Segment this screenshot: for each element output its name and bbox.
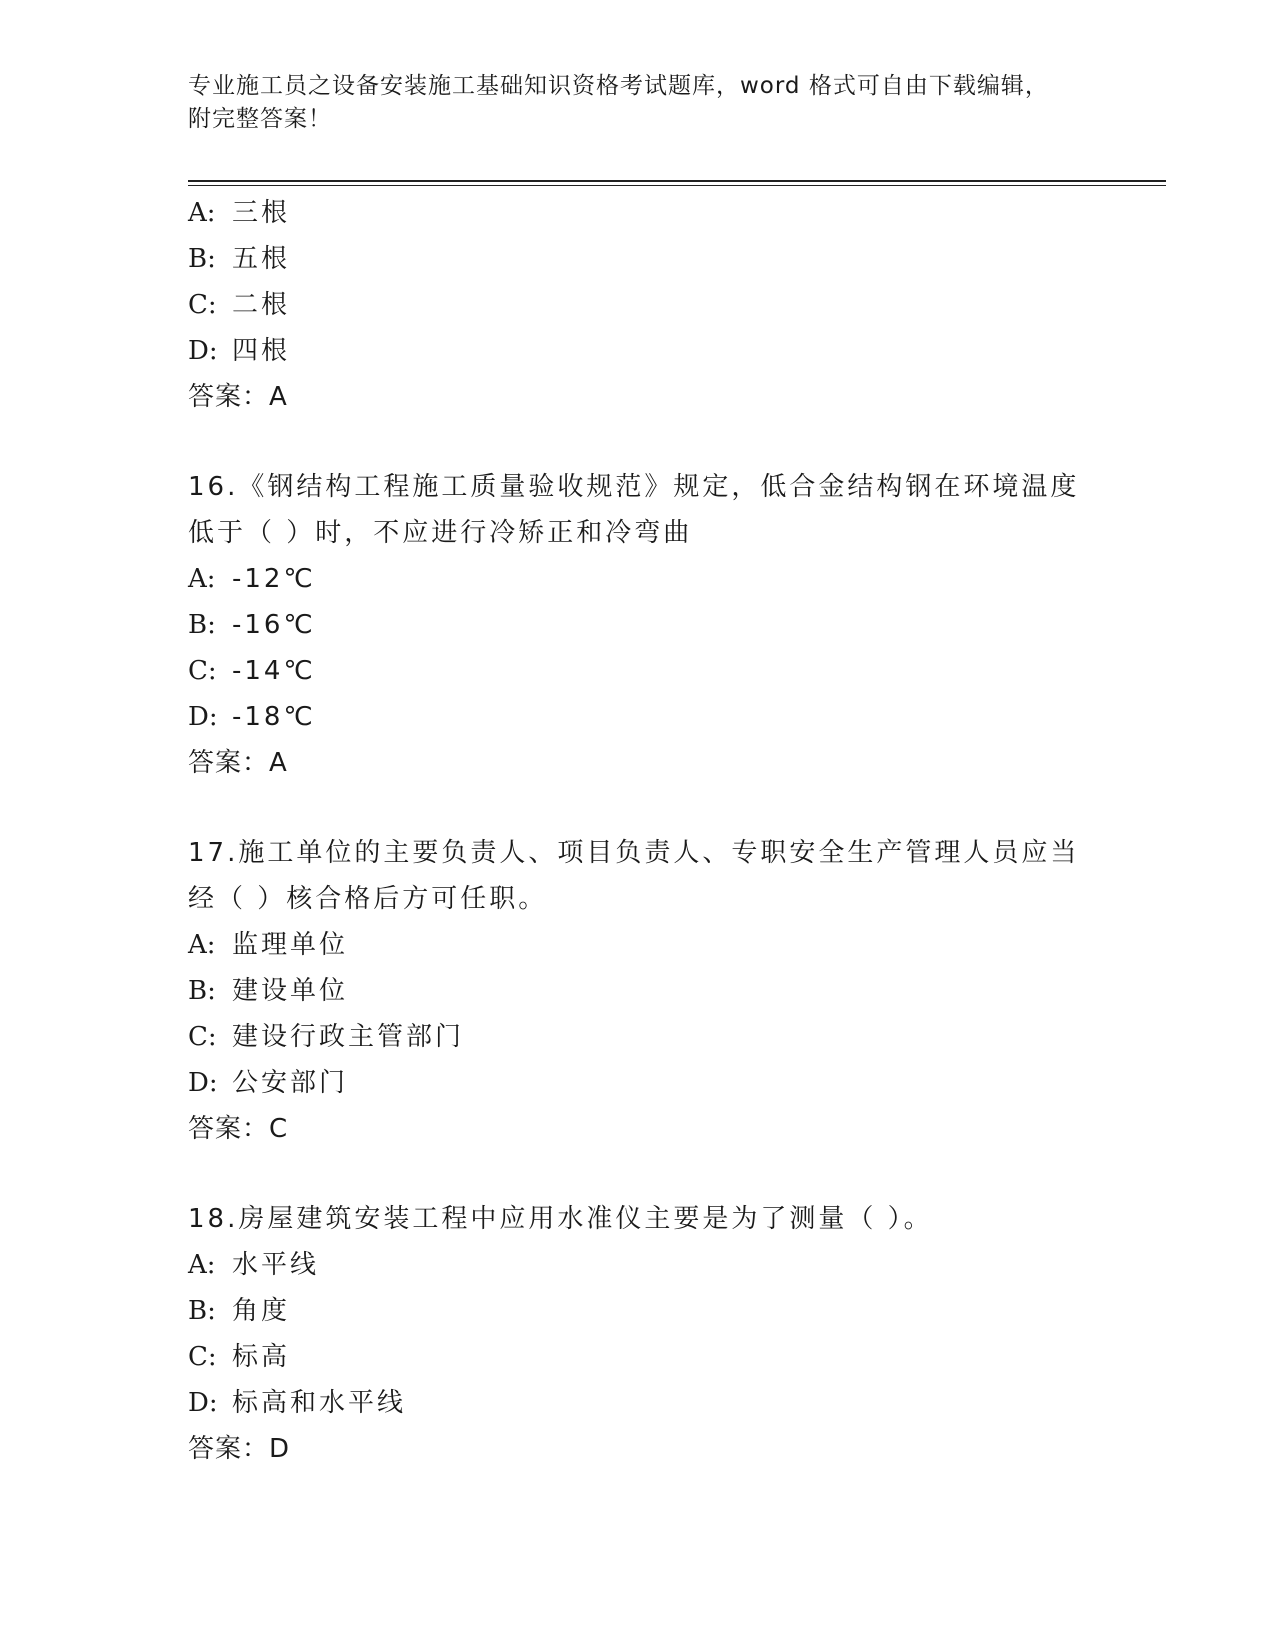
option-d xyxy=(188,328,1088,374)
option-text: 角度 xyxy=(232,1296,291,1326)
option-text: -18℃ xyxy=(232,702,316,732)
option-text: 建设行政主管部门 xyxy=(232,1022,465,1052)
question-list xyxy=(188,190,1088,1472)
option-d xyxy=(188,1380,1088,1426)
header-line-1: 专业施工员之设备安装施工基础知识资格考试题库，word 格式可自由下载编辑， xyxy=(188,73,1049,99)
stem-line-2: 经（ ）核合格后方可任职。 xyxy=(188,884,548,914)
option-key: D: xyxy=(188,702,218,732)
option-text: 标高和水平线 xyxy=(232,1388,407,1418)
option-text: 二根 xyxy=(232,290,291,320)
option-key: A: xyxy=(188,1250,216,1280)
option-key: D: xyxy=(188,1068,218,1098)
option-d xyxy=(188,694,1088,740)
header-line-2: 附完整答案！ xyxy=(188,106,332,132)
option-c xyxy=(188,282,1088,328)
answer: 答案：A xyxy=(188,382,288,412)
option-c xyxy=(188,1014,1088,1060)
option-text: 建设单位 xyxy=(232,976,349,1006)
option-a xyxy=(188,556,1088,602)
document-header xyxy=(188,70,1088,136)
stem-line-1: 17.施工单位的主要负责人、项目负责人、专职安全生产管理人员应当 xyxy=(188,838,1080,868)
option-key: D: xyxy=(188,336,218,366)
option-key: C: xyxy=(188,1022,217,1052)
answer: 答案：A xyxy=(188,748,288,778)
question-16 xyxy=(188,464,1088,786)
option-key: A: xyxy=(188,930,216,960)
option-text: 三根 xyxy=(232,198,291,228)
option-text: -14℃ xyxy=(232,656,316,686)
option-b xyxy=(188,602,1088,648)
question-stem xyxy=(188,1196,1088,1242)
option-b xyxy=(188,236,1088,282)
option-text: -12℃ xyxy=(232,564,316,594)
answer: 答案：D xyxy=(188,1434,291,1464)
option-text: 监理单位 xyxy=(232,930,349,960)
option-a xyxy=(188,190,1088,236)
stem-line-1: 16.《钢结构工程施工质量验收规范》规定，低合金结构钢在环境温度 xyxy=(188,472,1080,502)
option-key: A: xyxy=(188,198,216,228)
option-text: 四根 xyxy=(232,336,291,366)
option-c xyxy=(188,648,1088,694)
option-key: B: xyxy=(188,244,216,274)
question-17 xyxy=(188,830,1088,1152)
option-key: C: xyxy=(188,1342,217,1372)
option-key: C: xyxy=(188,290,217,320)
option-a xyxy=(188,922,1088,968)
option-a xyxy=(188,1242,1088,1288)
option-text: 水平线 xyxy=(232,1250,320,1280)
stem-line-2: 低于（ ）时，不应进行冷矫正和冷弯曲 xyxy=(188,518,693,548)
option-text: 公安部门 xyxy=(232,1068,349,1098)
option-b xyxy=(188,1288,1088,1334)
option-d xyxy=(188,1060,1088,1106)
option-key: A: xyxy=(188,564,216,594)
header-rule xyxy=(188,180,1166,182)
option-c xyxy=(188,1334,1088,1380)
option-text: 五根 xyxy=(232,244,291,274)
option-key: D: xyxy=(188,1388,218,1418)
answer: 答案：C xyxy=(188,1114,289,1144)
option-key: B: xyxy=(188,1296,216,1326)
option-key: B: xyxy=(188,610,216,640)
stem-line-1: 18.房屋建筑安装工程中应用水准仪主要是为了测量（ ）。 xyxy=(188,1204,933,1234)
option-key: C: xyxy=(188,656,217,686)
header-rule-thin xyxy=(188,185,1166,186)
question-stem xyxy=(188,464,1088,556)
option-text: -16℃ xyxy=(232,610,316,640)
option-key: B: xyxy=(188,976,216,1006)
question-stem xyxy=(188,830,1088,922)
option-text: 标高 xyxy=(232,1342,291,1372)
question-18 xyxy=(188,1196,1088,1472)
option-b xyxy=(188,968,1088,1014)
question-15-partial xyxy=(188,190,1088,420)
